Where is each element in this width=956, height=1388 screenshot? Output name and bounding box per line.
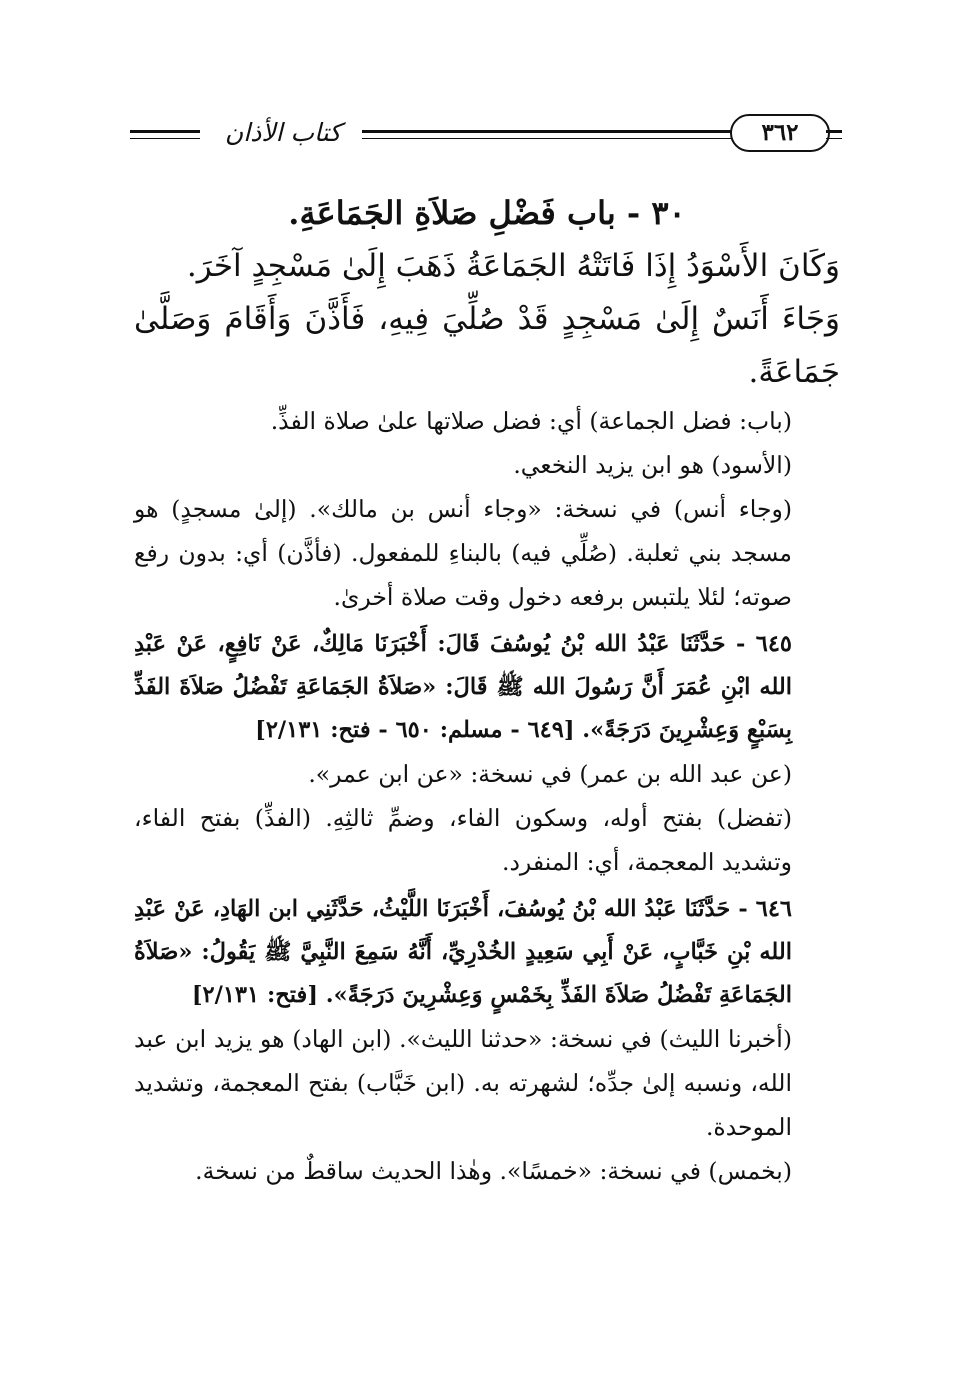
chapter-title: ٣٠ - باب فَضْلِ صَلاَةِ الجَمَاعَةِ. bbox=[288, 194, 686, 232]
commentary-paragraph: (الأسود) هو ابن يزيد النخعي. bbox=[513, 451, 792, 479]
commentary-paragraph: (أخبرنا الليث) في نسخة: «حدثنا الليث». (ابن الهاد) هو يزيد ابن عبد الله، ونسبه إلىٰ جدِّه؛ لشهرته به. (ابن خَبَّاب) بفتح المعجمة، وتشديد الموحدة. bbox=[134, 1025, 792, 1141]
matn-line: وَجَاءَ أَنَسٌ إِلَىٰ مَسْجِدٍ قَدْ صُلِّيَ فِيهِ، فَأَذَّنَ وَأَقَامَ وَصَلَّىٰ جَمَاعَةً. bbox=[134, 301, 840, 390]
hadith-645: ٦٤٥ - حَدَّثَنَا عَبْدُ الله بْنُ يُوسُفَ قَالَ: أَخْبَرَنَا مَالِكٌ، عَنْ نَافِعٍ، عَنْ عَبْدِ الله ابْنِ عُمَرَ أَنَّ رَسُولَ الله ﷺ قَالَ: «صَلاَةُ الجَمَاعَةِ تَفْضُلُ صَلاَةَ الفَذِّ بِسَبْعٍ وَعِشْرِينَ دَرَجَةً». [٦٤٩ - مسلم: ٦٥٠ - فتح: ٢/١٣١] bbox=[134, 631, 792, 743]
matn-line: وَكَانَ الأَسْوَدُ إِذَا فَاتَتْهُ الجَمَاعَةُ ذَهَبَ إِلَىٰ مَسْجِدٍ آخَرَ. bbox=[186, 248, 840, 284]
commentary-paragraph: (عن عبد الله بن عمر) في نسخة: «عن ابن عمر». bbox=[308, 760, 792, 788]
page-body bbox=[134, 186, 840, 1193]
commentary-paragraph: (تفضل) بفتح أوله، وسكون الفاء، وضمِّ ثالثِهِ. (الفذِّ) بفتح الفاء، وتشديد المعجمة، أي: المنفرد. bbox=[134, 804, 792, 876]
header-rule-left bbox=[130, 130, 200, 139]
hadith-646: ٦٤٦ - حَدَّثَنَا عَبْدُ الله بْنُ يُوسُفَ، أَخْبَرَنَا اللَّيْثُ، حَدَّثَنِي ابن الهَادِ، عَنْ عَبْدِ الله بْنِ خَبَّابٍ، عَنْ أَبِي سَعِيدٍ الخُدْرِيِّ، أَنَّهُ سَمِعَ النَّبِيَّ ﷺ يَقُولُ: «صَلاَةُ الجَمَاعَةِ تَفْضُلُ صَلاَةَ الفَذِّ بِخَمْسٍ وَعِشْرِينَ دَرَجَةً». [فتح: ٢/١٣١] bbox=[134, 896, 792, 1008]
commentary-paragraph: (وجاء أنس) في نسخة: «وجاء أنس بن مالك». (إلىٰ مسجدٍ) هو مسجد بني ثعلبة. (صُلِّي فيه) بالبناءِ للمفعول. (فأذَّن) أي: بدون رفع صوته؛ لئلا يلتبس برفعه دخول وقت صلاة أخرىٰ. bbox=[134, 495, 792, 611]
page-number-badge: ٣٦٢ bbox=[730, 114, 830, 152]
header-rule-middle bbox=[362, 130, 732, 139]
running-title: كتاب الأذان bbox=[224, 118, 342, 147]
commentary-paragraph: (بخمس) في نسخة: «خمسًا». وهٰذا الحديث ساقطٌ من نسخة. bbox=[195, 1157, 792, 1185]
commentary-paragraph: (باب: فضل الجماعة) أي: فضل صلاتها علىٰ صلاة الفذِّ. bbox=[270, 407, 792, 435]
page-header bbox=[130, 110, 842, 156]
